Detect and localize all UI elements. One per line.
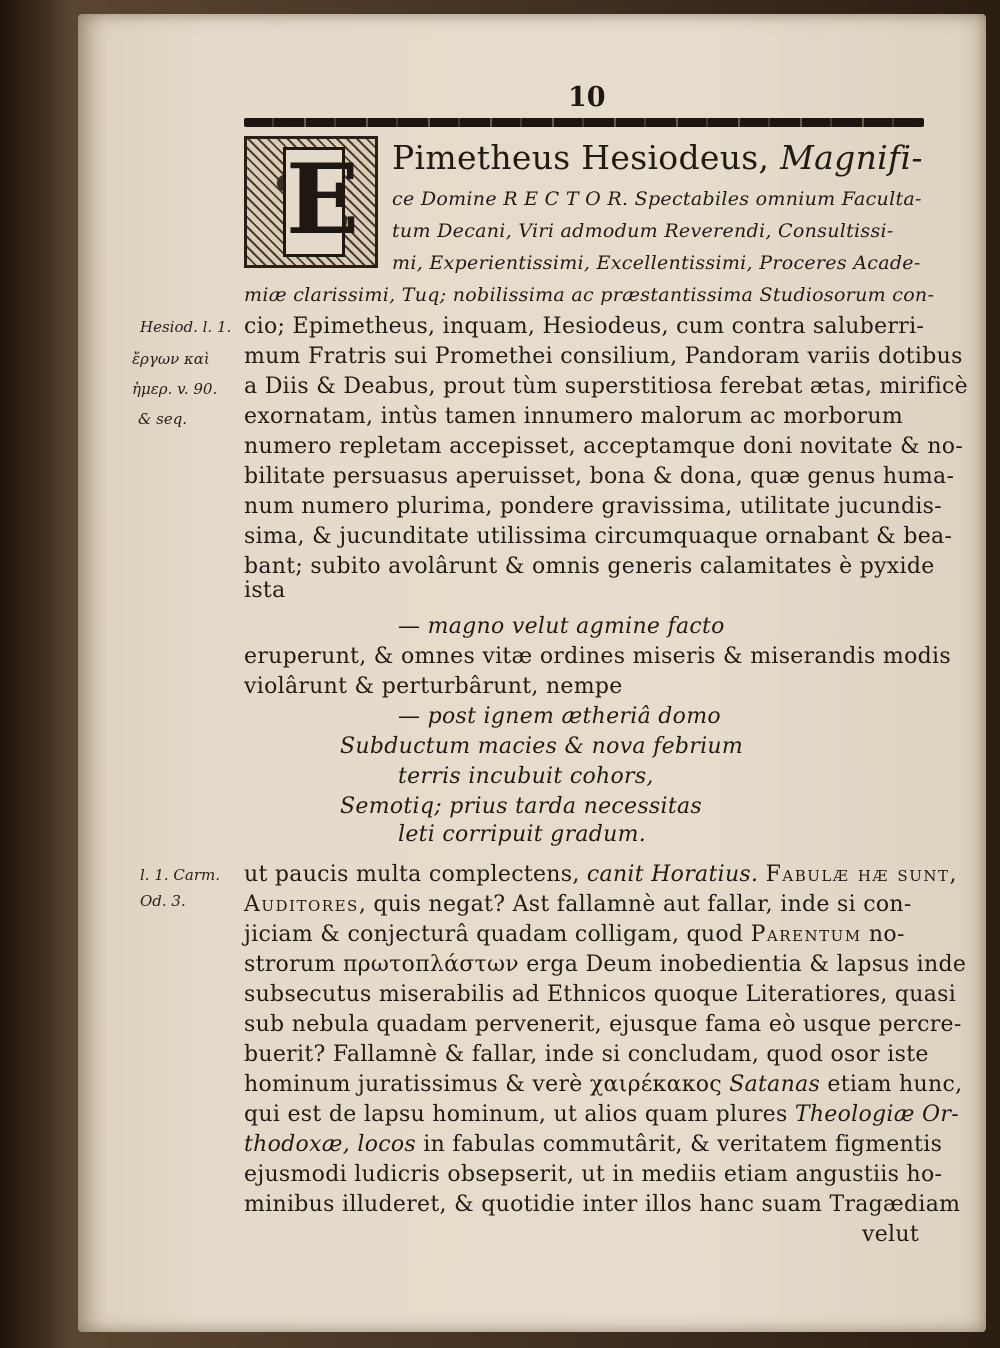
- verse-line: — magno velut agmine facto: [398, 614, 725, 639]
- text-line: buerit? Fallamnè & fallar, inde si concludam, quod osor iste: [244, 1042, 929, 1067]
- text-line: cio; Epimetheus, inquam, Hesiodeus, cum contra saluberri-: [244, 314, 925, 339]
- margin-note: Od. 3.: [140, 892, 186, 910]
- text-line: num numero plurima, pondere gravissima, utilitate jucundis-: [244, 494, 942, 519]
- text-line: sima, & jucunditate utilissima circumquaque ornabant & bea-: [244, 524, 953, 549]
- ornamental-rule: [244, 118, 924, 127]
- text-line: subsecutus miserabilis ad Ethnicos quoque Literatiores, quasi: [244, 982, 957, 1007]
- text-line: exornatam, intùs tamen innumero malorum ac morborum: [244, 404, 903, 429]
- text-line: ce Domine R E C T O R. Spectabiles omnium Faculta-: [392, 188, 922, 210]
- verse-line: terris incubuit cohors,: [398, 764, 654, 789]
- text-line: bilitate persuasus aperuisset, bona & dona, quæ genus huma-: [244, 464, 955, 489]
- catchword: velut: [862, 1222, 919, 1247]
- text-line: mum Fratris sui Promethei consilium, Pandoram variis dotibus: [244, 344, 963, 369]
- text-line: a Diis & Deabus, prout tùm superstitiosa ferebat ætas, mirificè: [244, 374, 968, 399]
- text-line: Auditores, quis negat? Ast fallamnè aut fallar, inde si con-: [244, 892, 912, 917]
- verse-line: Subductum macies & nova febrium: [340, 734, 744, 759]
- text-line: jiciam & conjecturâ quadam colligam, quod Parentum no-: [244, 922, 905, 947]
- text-line: violârunt & perturbârunt, nempe: [244, 674, 623, 699]
- verse-line: Semotiq; prius tarda necessitas: [340, 794, 703, 819]
- margin-note: ἡμερ. v. 90.: [132, 380, 218, 398]
- margin-note: ἔργων καὶ: [132, 350, 210, 368]
- decorated-initial: [244, 136, 378, 268]
- text-line: ut paucis multa complectens, canit Horatius. Fabulæ hæ sunt,: [244, 862, 958, 887]
- margin-note: & seq.: [138, 410, 188, 428]
- text-line: strorum πρωτοπλάστων erga Deum inobedientia & lapsus inde: [244, 952, 967, 977]
- margin-note: Hesiod. l. 1.: [140, 318, 232, 336]
- text-line: qui est de lapsu hominum, ut alios quam plures Theologiæ Or-: [244, 1102, 959, 1127]
- margin-note: l. 1. Carm.: [140, 866, 220, 884]
- text-line: tum Decani, Viri admodum Reverendi, Consultissi-: [392, 220, 894, 242]
- verse-line: — post ignem ætheriâ domo: [398, 704, 721, 729]
- page-number: 10: [568, 82, 606, 113]
- text-line: minibus illuderet, & quotidie inter illos hanc suam Tragædiam: [244, 1192, 961, 1217]
- text-line: miæ clarissimi, Tuq; nobilissima ac præstantissima Studiosorum con-: [244, 284, 935, 306]
- text-line: thodoxæ, locos in fabulas commutârit, & veritatem figmentis: [244, 1132, 943, 1157]
- text-line: sub nebula quadam pervenerit, ejusque fama eò usque percre-: [244, 1012, 962, 1037]
- text-line: ejusmodi ludicris obsepserit, ut in mediis etiam angustiis ho-: [244, 1162, 943, 1187]
- text-line: mi, Experientissimi, Excellentissimi, Proceres Acade-: [392, 252, 921, 274]
- text-line: numero repletam accepisset, acceptamque doni novitate & no-: [244, 434, 964, 459]
- text-line: eruperunt, & omnes vitæ ordines miseris & miserandis modis: [244, 644, 951, 669]
- text-line: Pimetheus Hesiodeus, Magnifi-: [392, 138, 923, 177]
- text-line: hominum juratissimus & verè χαιρέκακος Satanas etiam hunc,: [244, 1072, 963, 1097]
- text-line: ista: [244, 578, 286, 603]
- text-line: bant; subito avolârunt & omnis generis calamitates è pyxide: [244, 554, 935, 579]
- drop-cap-letter: E: [283, 147, 345, 257]
- verse-line: leti corripuit gradum.: [398, 822, 647, 847]
